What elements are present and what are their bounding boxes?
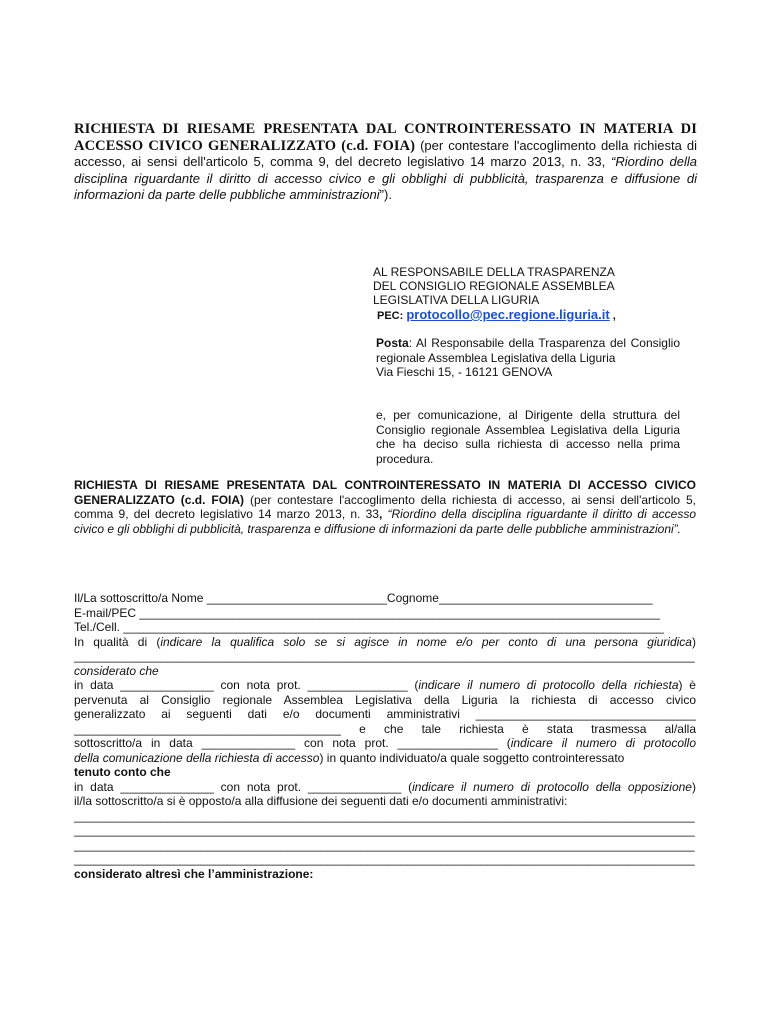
recipient-block <box>373 265 681 323</box>
opposizione-protocol-hint: indicare il numero di protocollo della opposizione <box>412 779 692 794</box>
opposizione-date-suffix: ) <box>691 779 696 794</box>
comunicazione-block: e, per comunicazione, al Dirigente della struttura del Consiglio regionale Assemblea Legislativa della Liguria che ha deciso sulla richiesta di accesso nella prima procedura. <box>376 408 680 466</box>
considerato-heading: considerato che <box>74 663 159 678</box>
section-2-rest: (per contestare l'accoglimento della richiesta di accesso, ai sensi dell'articolo 5, comma 9, del decreto legislativo 14 marzo 2013, n. 33 <box>74 492 696 521</box>
documenti-field[interactable]: generalizzato ai seguenti dati e/o documenti amministrativi _________________________________ <box>74 707 696 721</box>
section-2-italic: “Riordino della disciplina riguardante il diritto di accesso civico e gli obblighi di pubblicità, trasparenza e diffusione di informazioni da parte delle pubbliche amministrazioni”. <box>74 507 696 536</box>
request-form <box>74 591 696 881</box>
section-2-heading <box>74 478 696 536</box>
blank-line-3[interactable]: _____________________________________________________________________________________________ <box>74 837 695 852</box>
pec-end: , <box>609 310 616 322</box>
trasmessa-line[interactable]: ________________________________________ e che tale richiesta è stata trasmessa al/alla <box>74 721 696 736</box>
pec-label: PEC <box>377 310 400 322</box>
considerato-altresi-heading: considerato altresì che l’amministrazione: <box>74 866 314 881</box>
opposto-line: il/la sottoscritto/a si è opposto/a alla diffusione dei seguenti dati e/o documenti amministrativi: <box>74 794 568 808</box>
richiesta-date-line[interactable] <box>74 678 696 693</box>
tenuto-conto-heading: tenuto conto che <box>74 765 171 779</box>
sottoscritto-date-prefix: sottoscritto/a in data ______________ con nota prot. _______________ ( <box>74 736 511 750</box>
posta-label: Posta <box>376 336 409 350</box>
blank-line-4[interactable]: _____________________________________________________________________________________________ <box>74 852 695 866</box>
qualifica-suffix: ) <box>691 634 696 649</box>
section-2-comma: , <box>378 507 388 521</box>
opposizione-date-prefix: in data ______________ con nota prot. ______________ ( <box>74 779 413 794</box>
qualifica-field[interactable]: _____________________________________________________________________________________________ <box>74 649 695 663</box>
pec-separator: : <box>399 310 407 322</box>
email-pec-field[interactable]: E-mail/PEC ______________________________________________________________________________ <box>74 605 660 620</box>
blank-line-2[interactable]: _____________________________________________________________________________________________ <box>74 823 695 837</box>
phone-field[interactable]: Tel./Cell. _________________________________________________________________________________ <box>74 620 664 634</box>
sottoscritto-protocol-hint: indicare il numero di protocollo <box>510 736 696 750</box>
qualifica-line <box>74 635 696 650</box>
section-2-bold: RICHIESTA DI RIESAME PRESENTATA DAL CONTROINTERESSATO IN MATERIA DI ACCESSO CIVICO GENERALIZZATO (c.d. FOIA) <box>74 478 696 507</box>
opposizione-date-line[interactable] <box>74 780 696 795</box>
qualifica-prefix: In qualità di ( <box>74 634 161 649</box>
richiesta-date-suffix: ) è <box>678 678 696 692</box>
recipient-line-3: LEGISLATIVA DELLA LIGURIA <box>373 293 540 307</box>
blank-line-1[interactable]: _____________________________________________________________________________________________ <box>74 808 695 823</box>
qualifica-hint: indicare la qualifica solo se si agisce in nome e/o per conto di una persona giuridica <box>160 634 692 649</box>
recipient-line-1: AL RESPONSABILE DELLA TRASPARENZA <box>373 265 615 279</box>
posta-text: : Al Responsabile della Trasparenza del Consiglio regionale Assemblea Legislativa della Liguria <box>376 336 680 365</box>
recipient-line-2: DEL CONSIGLIO REGIONALE ASSEMBLEA <box>373 279 615 293</box>
comunicazione-line <box>74 751 696 766</box>
pec-email-link[interactable]: protocollo@pec.regione.liguria.it <box>406 307 610 322</box>
title-italic: “Riordino della disciplina riguardante il diritto di accesso civico e gli obblighi di pubblicità, trasparenza e diffusione di informazioni da parte delle pubbliche amministrazioni <box>74 154 697 202</box>
title-end: ”). <box>379 187 392 202</box>
sottoscritto-date-line[interactable] <box>74 736 696 751</box>
richiesta-protocol-hint: indicare il numero di protocollo della richiesta <box>418 678 679 692</box>
comunicazione-hint: della comunicazione della richiesta di accesso <box>74 750 320 765</box>
richiesta-date-prefix: in data ______________ con nota prot. _______________ ( <box>74 678 419 692</box>
pervenuta-line: pervenuta al Consiglio regionale Assemblea Legislativa della Liguria la richiesta di accesso civico <box>74 692 696 707</box>
document-title <box>74 121 697 204</box>
pec-line <box>373 308 681 323</box>
posta-block <box>376 336 680 380</box>
posta-address: Via Fieschi 15, - 16121 GENOVA <box>376 365 553 379</box>
title-rest: (per contestare l'accoglimento della richiesta di accesso, ai sensi dell'articolo 5, comma 9, del decreto legislativo 14 marzo 2013, n. 33, <box>74 137 697 169</box>
controinteressato-text: ) in quanto individuato/a quale soggetto controinteressato <box>319 750 625 765</box>
title-bold: RICHIESTA DI RIESAME PRESENTATA DAL CONTROINTERESSATO IN MATERIA DI ACCESSO CIVICO GENERALIZZATO (c.d. FOIA) <box>74 121 697 154</box>
name-surname-field[interactable]: Il/La sottoscritto/a Nome ___________________________Cognome________________________________ <box>74 591 653 605</box>
